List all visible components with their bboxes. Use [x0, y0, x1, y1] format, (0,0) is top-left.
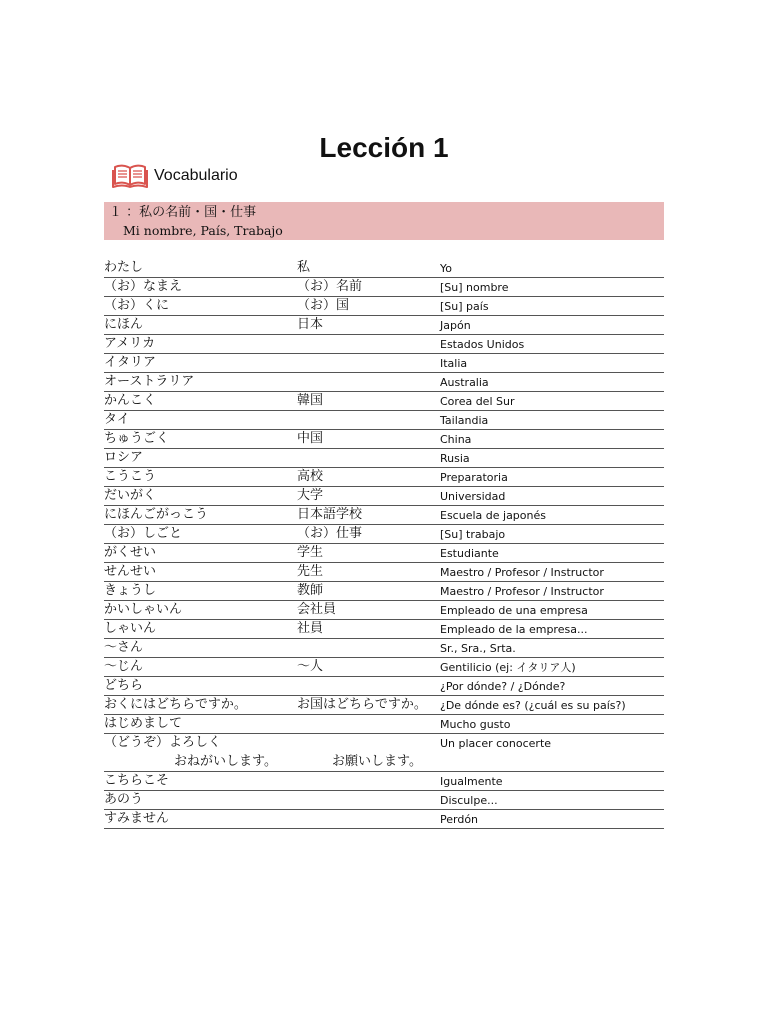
table-row — [104, 278, 664, 297]
table-row — [104, 620, 664, 639]
kanji-cell: 日本語学校 — [297, 507, 363, 522]
reading-cell: しゃいん — [104, 621, 157, 636]
reading-cell: はじめまして — [104, 716, 183, 731]
table-row — [104, 772, 664, 791]
kanji-cell: 先生 — [297, 564, 324, 579]
kanji-cell: 韓国 — [297, 393, 324, 408]
open-book-icon — [112, 163, 148, 189]
vocabulary-table — [104, 259, 664, 829]
kanji-cell: （お）仕事 — [297, 526, 363, 541]
spanish-cell: Sr., Sra., Srta. — [440, 642, 516, 655]
kanji-cell: （お）名前 — [297, 279, 363, 294]
table-row — [104, 506, 664, 525]
table-row — [104, 259, 664, 278]
spanish-cell: Preparatoria — [440, 471, 508, 484]
kanji-cell: 私 — [297, 260, 311, 275]
section-title-japanese: １ ：私の名前・国・仕事 — [109, 205, 257, 220]
spanish-cell: Empleado de la empresa... — [440, 623, 588, 636]
kanji-cell-line2: お願いします。 — [332, 754, 422, 769]
spanish-cell: Yo — [440, 262, 452, 275]
kanji-cell: （お）国 — [297, 298, 350, 313]
table-row — [104, 696, 664, 715]
reading-cell: がくせい — [104, 545, 157, 560]
vocabulary-label: Vocabulario — [154, 167, 238, 184]
section-title-spanish: Mi nombre, País, Trabajo — [123, 223, 283, 238]
spanish-cell: [Su] trabajo — [440, 528, 506, 541]
reading-cell: こうこう — [104, 469, 157, 484]
spanish-cell: Estudiante — [440, 547, 499, 560]
page-title: Lección 1 — [319, 132, 449, 163]
reading-cell: （お）なまえ — [104, 279, 183, 294]
table-row — [104, 544, 664, 563]
spanish-cell: China — [440, 433, 472, 446]
table-row — [104, 430, 664, 449]
table-row — [104, 487, 664, 506]
reading-cell: （どうぞ）よろしく — [104, 735, 222, 750]
reading-cell: ～さん — [104, 640, 144, 655]
spanish-cell: Un placer conocerte — [440, 737, 552, 750]
spanish-cell: Mucho gusto — [440, 718, 511, 731]
reading-cell: だいがく — [104, 488, 157, 503]
table-row — [104, 791, 664, 810]
spanish-cell: Australia — [440, 376, 489, 389]
table-row — [104, 563, 664, 582]
table-row — [104, 810, 664, 829]
table-row — [104, 297, 664, 316]
table-row — [104, 392, 664, 411]
reading-cell: あのう — [104, 792, 144, 807]
spanish-cell: Igualmente — [440, 775, 503, 788]
table-row — [104, 316, 664, 335]
reading-cell: にほん — [104, 317, 144, 332]
reading-cell: ～じん — [104, 659, 144, 674]
kanji-cell: ～人 — [297, 659, 324, 674]
table-row — [104, 601, 664, 620]
table-row — [104, 468, 664, 487]
table-row — [104, 658, 664, 677]
reading-cell: わたし — [104, 260, 144, 275]
spanish-cell: Maestro / Profesor / Instructor — [440, 566, 604, 579]
reading-cell: （お）くに — [104, 298, 170, 313]
spanish-cell: ¿Por dónde? / ¿Dónde? — [440, 680, 566, 693]
reading-cell: タイ — [104, 412, 130, 427]
spanish-cell: Gentilicio (ej: イタリア人) — [440, 661, 576, 674]
reading-cell: ちゅうごく — [104, 431, 170, 446]
spanish-cell: [Su] nombre — [440, 281, 509, 294]
reading-cell: きょうし — [104, 583, 157, 598]
kanji-cell: 中国 — [297, 431, 324, 446]
table-row — [104, 734, 664, 772]
kanji-cell: 社員 — [297, 621, 324, 636]
reading-cell: せんせい — [104, 564, 157, 579]
reading-cell: イタリア — [104, 355, 157, 370]
reading-cell: かいしゃいん — [104, 602, 183, 617]
kanji-cell: 高校 — [297, 469, 324, 484]
table-row — [104, 582, 664, 601]
reading-cell: にほんごがっこう — [104, 507, 209, 522]
spanish-cell: Tailandia — [440, 414, 489, 427]
spanish-cell: Italia — [440, 357, 468, 370]
reading-cell-line2: おねがいします。 — [174, 754, 277, 769]
spanish-cell: Empleado de una empresa — [440, 604, 588, 617]
reading-cell: かんこく — [104, 393, 157, 408]
spanish-cell: Maestro / Profesor / Instructor — [440, 585, 604, 598]
table-row — [104, 411, 664, 430]
kanji-cell: 日本 — [297, 317, 324, 332]
spanish-cell: Japón — [440, 319, 471, 332]
table-row — [104, 354, 664, 373]
spanish-cell: Estados Unidos — [440, 338, 525, 351]
spanish-cell: Escuela de japonés — [440, 509, 546, 522]
reading-cell: こちらこそ — [104, 773, 170, 788]
spanish-cell: Corea del Sur — [440, 395, 515, 408]
reading-cell: オーストラリア — [104, 374, 195, 389]
reading-cell: アメリカ — [104, 336, 156, 351]
table-row — [104, 715, 664, 734]
table-row — [104, 525, 664, 544]
reading-cell: （お）しごと — [104, 526, 183, 541]
kanji-cell: 教師 — [297, 583, 324, 598]
spanish-cell: Universidad — [440, 490, 506, 503]
kanji-cell: 会社員 — [297, 602, 337, 617]
spanish-cell: [Su] país — [440, 300, 489, 313]
section-header — [104, 202, 664, 240]
table-row — [104, 335, 664, 354]
reading-cell: どちら — [104, 678, 144, 693]
table-row — [104, 449, 664, 468]
spanish-cell: Perdón — [440, 813, 479, 826]
vocabulary-heading — [112, 162, 238, 190]
reading-cell: おくにはどちらですか。 — [104, 697, 247, 712]
kanji-cell: 学生 — [297, 545, 324, 560]
table-row — [104, 677, 664, 696]
table-row — [104, 373, 664, 392]
table-row — [104, 639, 664, 658]
spanish-cell: ¿De dónde es? (¿cuál es su país?) — [440, 699, 626, 712]
reading-cell: すみません — [104, 811, 170, 826]
kanji-cell: お国はどちらですか。 — [297, 697, 427, 712]
spanish-cell: Disculpe... — [440, 794, 498, 807]
spanish-cell: Rusia — [440, 452, 470, 465]
reading-cell: ロシア — [104, 450, 144, 465]
kanji-cell: 大学 — [297, 488, 324, 503]
